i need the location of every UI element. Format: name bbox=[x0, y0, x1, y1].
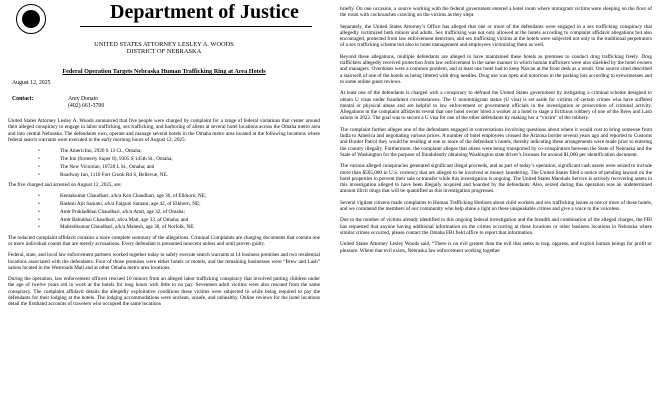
list-item: • The New Victorian, 10728 L St., Omaha; and bbox=[8, 164, 320, 170]
district-name: DISTRICT OF NEBRASKA bbox=[126, 48, 202, 56]
paragraph: During the operation, law enforcement officers rescued 10 minors from an alleged labor trafficking conspiracy that involved putting children under the age of twelve years old to work at the hotels for long hours with little to no pay. Seventeen adult victims were also rescued from the same conspiracy. The complaint affidavit details the allegedly exploitative conditions these victims were subjected to while being required to pay the defendants for their lodging at the hotels. The lodging accommodations were unclean, unsafe, and unhealthy. Online reviews for the hotel locations detail the firsthand accounts of travelers who occupied the same locations bbox=[8, 276, 320, 308]
office-header bbox=[8, 41, 320, 56]
contact-name: Amy Donato bbox=[68, 96, 99, 102]
paragraph: At least one of the defendants is charged with a conspiracy to defraud the United States government by instigating a criminal scheme designed to obtain U visas under fraudulent circumstances. The U nonimmigrant status (U visa) is set aside for victims of certain crimes who have suffered mental or physical abuse and are helpful to law enforcement or government officials in the investigation or prosecution of criminal activity. Allegations in the complaint affidavits reveal that one hotel owner hired a worker at a hotel to stage a fictitious robbery of one of the Brew and Lash salons in 2022. The goal was to secure a U visa for one of the other defendants by making her a “victim” of the robbery. bbox=[340, 90, 652, 122]
paragraph: Several vigilant citizens made complaints to Human Trafficking Hotlines about child workers and sex trafficking issues at one or more of these hotels, and we commend the members of our community who help shine a light on these unspeakable crimes and give a voice to the voiceless. bbox=[340, 199, 652, 213]
contact-phone: (402) 661-3700 bbox=[68, 102, 105, 109]
list-item: • Rashmi Ajit Samani, a/k/a Falguni Samani, age 42, of Elkhorn, NE; bbox=[8, 201, 320, 207]
left-column bbox=[8, 118, 320, 313]
paragraph: The five charged and arrested on August 12, 2025, are: bbox=[8, 181, 122, 188]
defendant-list bbox=[8, 193, 320, 230]
press-release-headline: Federal Operation Targets Nebraska Human Trafficking Ring at Area Hotels bbox=[62, 68, 266, 75]
department-title: Department of Justice bbox=[110, 1, 299, 23]
paragraph: The complaint further alleges one of the defendants engaged in conversations involving questions about where it would cost to bring someone from India to America and negotiating various prices. A number of hotel employees crossed the Arizona border several years ago and reported to Customs and Border Patrol they would be residing at one or more of the defendant’s hotels, thereby indicating these arrangements were made prior to entering the country illegally. Furthermore, the complaint alleges that aliens were being transported by co-conspirators between the State of Nebraska and the State of Washington for the purpose of fraudulently obtaining Washington state driver’s licenses for around $1,000 per identification document. bbox=[340, 126, 652, 158]
paragraph: The redacted complaint affidavit contains a more complete summary of the allegations. Criminal Complaints are charging documents that contain one or more individual counts that are merely accusations. Every defendant is presumed innocent unless and until proven guilty. bbox=[8, 234, 320, 247]
list-item: • Kentakumar Chaudhari, a/k/a Ken Chaudhari, age 36, of Elkhorn, NE; bbox=[8, 193, 320, 199]
office-name: UNITED STATES ATTORNEY LESLEY A. WOODS bbox=[94, 41, 234, 48]
paragraph: Due to the number of victims already identified in this ongoing federal investigation and the breadth and combination of the alleged charges, the FBI has requested that anyone having additional information on the crimes occurring at these locations or other business locations in Nebraska where similar crimes occurred, please contact the Omaha FBI field office to report that information. bbox=[340, 217, 652, 236]
contact-label: Contact: bbox=[12, 96, 34, 102]
title-divider bbox=[80, 26, 312, 27]
list-item: • Maheshkumar Chaudhari, a/k/a Mahesh, age 38, of Norfolk, NE. bbox=[8, 224, 320, 230]
paragraph: briefly. On one occasion, a source working with the federal government entered a hotel room where immigrant victims were sleeping on the floor of the room with cockroaches crawling on the victims as they slept. bbox=[340, 6, 652, 19]
release-date: August 12, 2025 bbox=[12, 80, 51, 86]
list-item: • The AmericInn, 2920 S 13 Ct., Omaha; bbox=[8, 148, 320, 154]
paragraph: Beyond these allegations, multiple defendants are alleged to have maintained these hotels as premises to conduct drug trafficking freely. Drug traffickers allegedly received protection from law enforcement in the same manner in which human traffickers were also shielded by the hotel owners and managers. Overdoses were a common problem, and at least one hotel had to keep Narcan at the front desk as a result. One source cited described a stairwell of one of the hotels as being littered with drug needles. Drug use was open and notorious in the parking lots according to eyewitnesses and to some online guest reviews. bbox=[340, 53, 652, 85]
list-item: • Roadway Inn, 1110 Fort Crook Rd S, Bellevue, NE. bbox=[8, 172, 320, 178]
paragraph: United States Attorney Lesley A. Woods announced that five people were charged by complaint for a range of federal violations that center around their alleged conspiracy to engage in labor trafficking, sex trafficking, and harboring of aliens at several hotel locations across the Omaha metro area and into central Nebraska. The defendants own, operate and manage several hotels in the Omaha metro area located at the following locations where federal search warrants were executed in the early morning hours of August 12, 2025: bbox=[8, 118, 320, 143]
paragraph: Separately, the United States Attorney’s Office has alleged that one or more of the defendants were engaged in a sex trafficking conspiracy that allegedly victimized both minors and adults. Sex trafficking was not only allowed at the hotels according to complaint affidavit allegations but also encouraged, protected from law enforcement detection, and sex trafficking victims at the hotels were subjected not only to the traditional perpetrators of a sex trafficking scheme but also to hotel management and employees victimizing them as well. bbox=[340, 23, 652, 49]
doj-seal-icon bbox=[16, 4, 46, 34]
hotel-list bbox=[8, 148, 320, 178]
list-item: • The Inn (formerly Super 8), 9305 S 145th St., Omaha; bbox=[8, 156, 320, 162]
paragraph: Federal, state, and local law enforcement partners worked together today to safely execute search warrants at 14 business premises and two residential locations associated with the defendants. Four of those premises were either hotels or motels, and the remaining businesses were “Brew and Lash” salons located in the Westroads Mall and at other Omaha metro area locations. bbox=[8, 252, 320, 271]
paragraph: The various alleged conspiracies generated significant illegal proceeds, and as part of today’s operation, significant cash assets were seized to include more than $565,000 in U.S. currency that are alleged to be involved in money laundering. The United States filed a notice of pending lawsuit on the hotel properties to prevent their sale or transfer while this investigation is ongoing. The United States Marshals Service is actively recovering assets in this investigation alleged to have been illegally acquired and hoarded by the defendants. Also, seized during this operation was an undetermined amount illicit drugs that will be quantified as this investigation progresses. bbox=[340, 163, 652, 195]
right-column bbox=[340, 6, 652, 259]
contact-info bbox=[68, 96, 104, 109]
list-item: • Amit Babubhai Chaudhari, a/k/a Matt, age 33, of Omaha; and bbox=[8, 217, 320, 223]
list-item: • Amit Prahladbhai Chaudhari, a/k/a Amit, age 32, of Omaha; bbox=[8, 209, 320, 215]
paragraph: United States Attorney Lesley Woods said, “There is no evil greater than the evil that seeks to trap, oppress, and exploit human beings for profit or pleasure. Where that evil exists, Nebraska law enforcement working together bbox=[340, 241, 652, 254]
